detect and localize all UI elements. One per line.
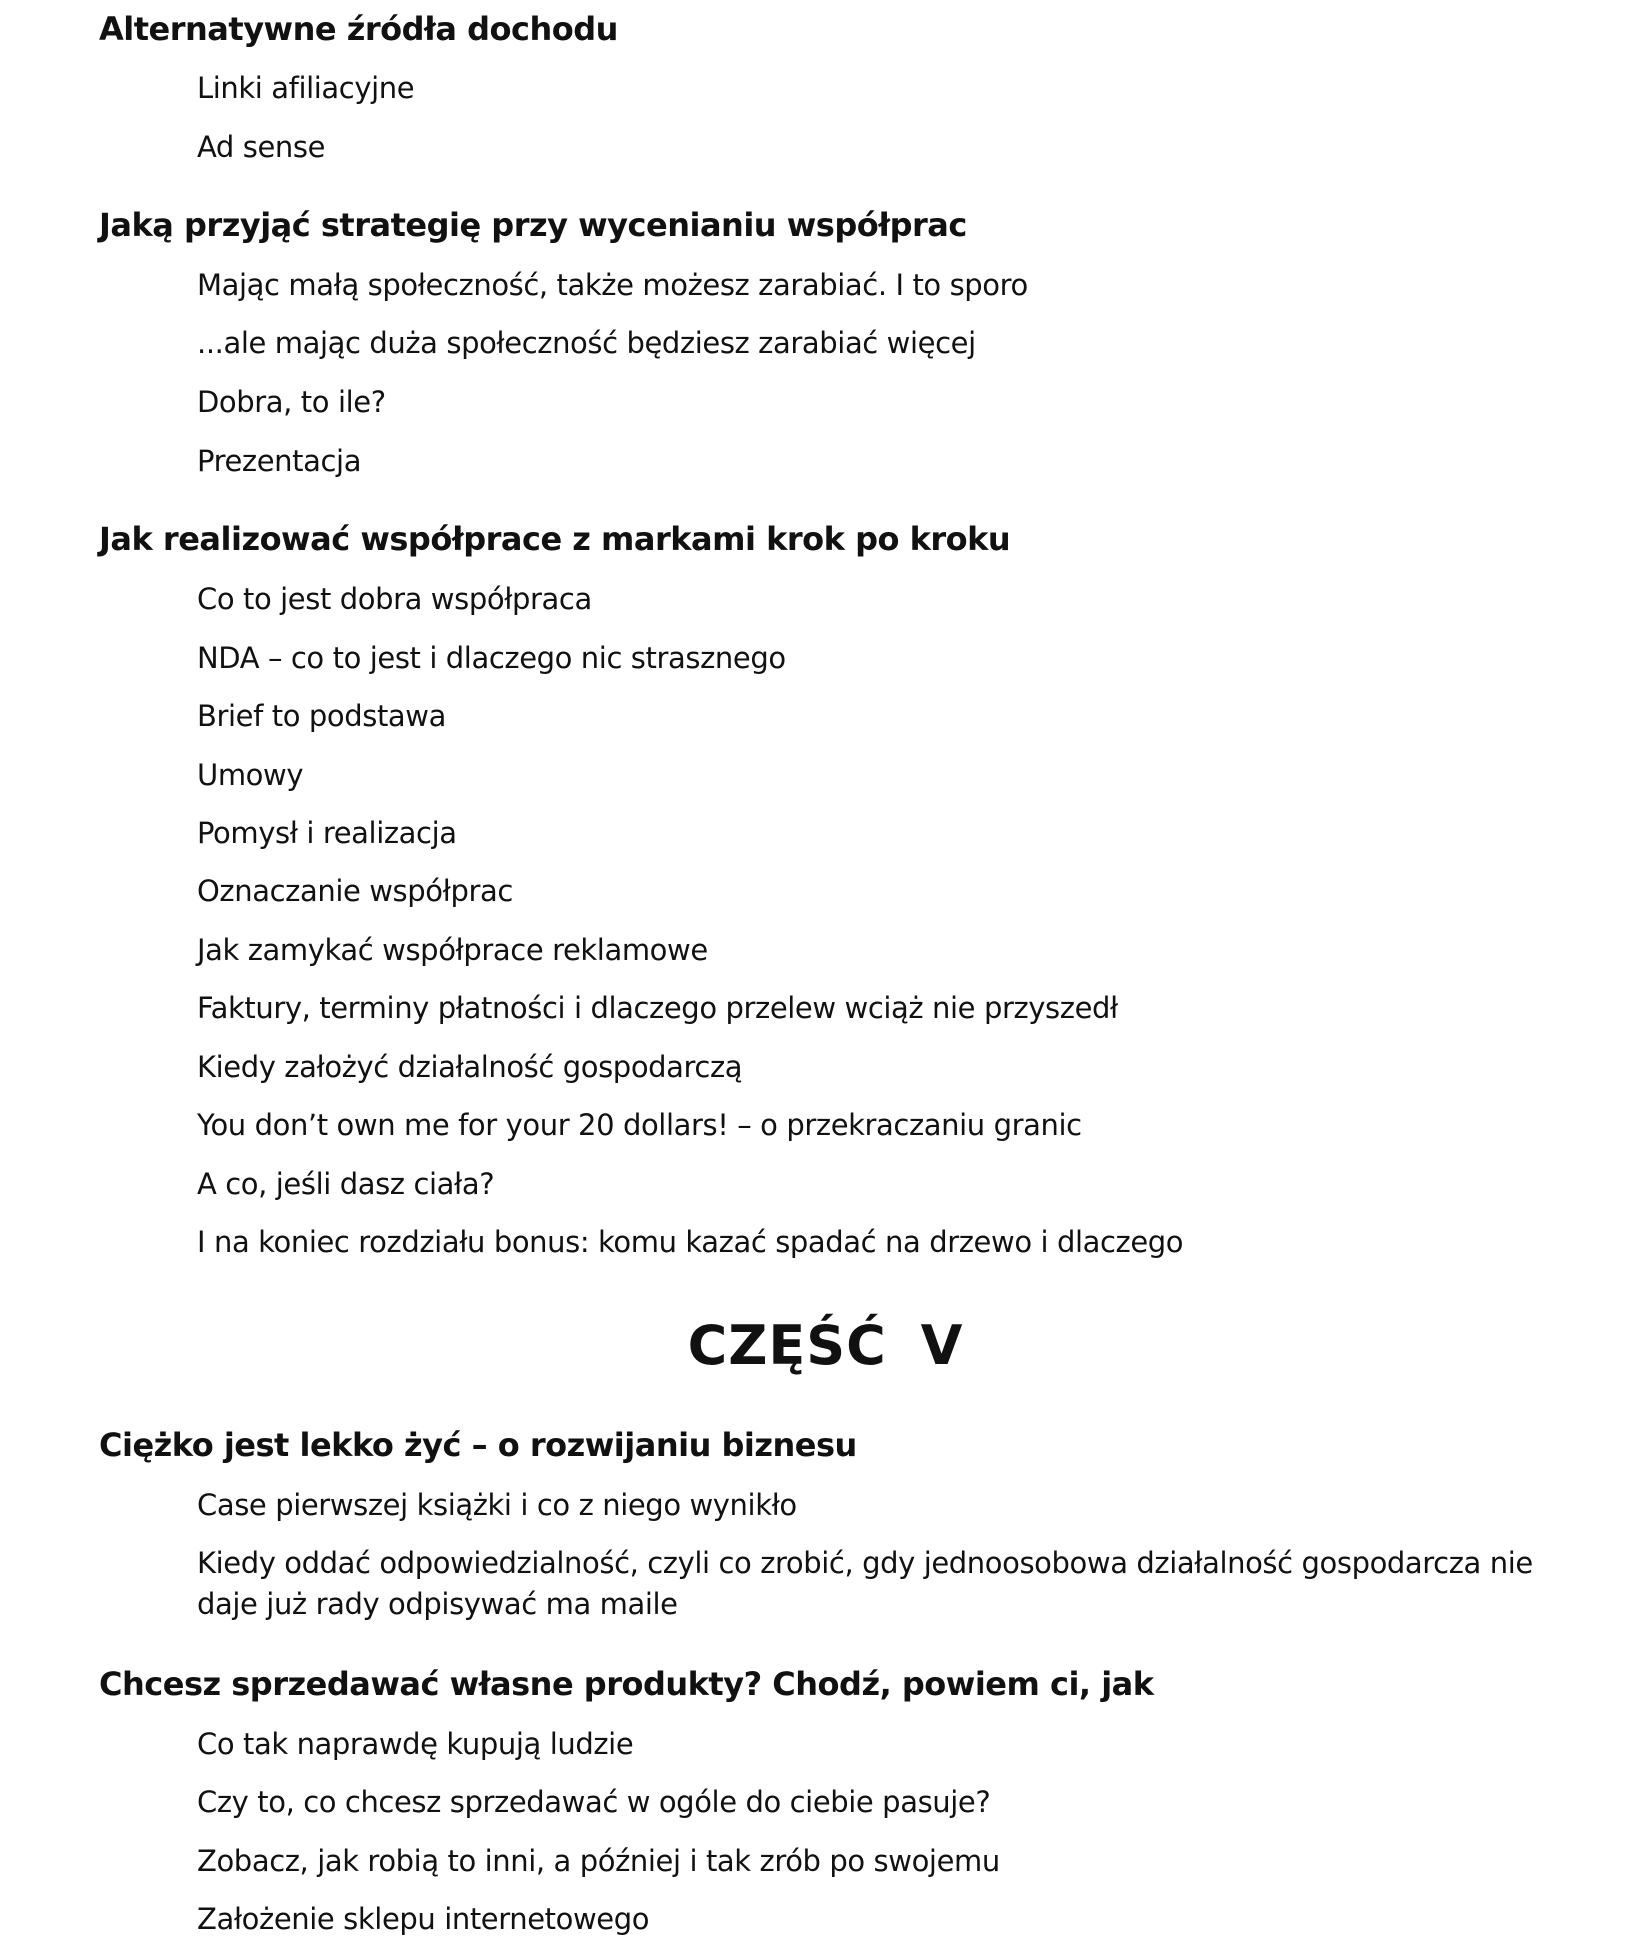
section-heading-business-growth: Ciężko jest lekko żyć – o rozwijaniu biznesu <box>99 1426 857 1464</box>
part-title: CZĘŚĆ V <box>687 1314 964 1377</box>
toc-item: You don’t own me for your 20 dollars! – o przekraczaniu granic <box>197 1108 1082 1142</box>
toc-item: Umowy <box>197 758 304 792</box>
toc-item: Dobra, to ile? <box>197 385 386 419</box>
toc-item: Linki afiliacyjne <box>197 71 415 105</box>
toc-item: ...ale mając duża społeczność będziesz zarabiać więcej <box>197 326 976 360</box>
toc-item: Mając małą społeczność, także możesz zarabiać. I to sporo <box>197 268 1028 302</box>
toc-item: Zobacz, jak robią to inni, a później i tak zrób po swojemu <box>197 1844 1000 1878</box>
toc-item: Ad sense <box>197 130 326 164</box>
section-heading-brand-cooperation: Jak realizować współprace z markami krok po kroku <box>99 520 1011 558</box>
toc-item: Prezentacja <box>197 444 362 478</box>
section-heading-alternative-income: Alternatywne źródła dochodu <box>99 10 618 48</box>
toc-item: Co tak naprawdę kupują ludzie <box>197 1727 634 1761</box>
section-heading-own-products: Chcesz sprzedawać własne produkty? Chodź, powiem ci, jak <box>99 1665 1154 1703</box>
toc-item: NDA – co to jest i dlaczego nic strasznego <box>197 641 786 675</box>
toc-item: Jak zamykać współprace reklamowe <box>197 933 708 967</box>
toc-item: Kiedy oddać odpowiedzialność, czyli co zrobić, gdy jednoosobowa działalność gospodarcza nie daje już rady odpisywać ma maile <box>197 1546 1533 1621</box>
toc-item: Brief to podstawa <box>197 699 446 733</box>
toc-item: Co to jest dobra współpraca <box>197 582 592 616</box>
toc-item: A co, jeśli dasz ciała? <box>197 1167 495 1201</box>
toc-item: Kiedy założyć działalność gospodarczą <box>197 1050 743 1084</box>
toc-item: Pomysł i realizacja <box>197 816 457 850</box>
toc-item: I na koniec rozdziału bonus: komu kazać spadać na drzewo i dlaczego <box>197 1225 1184 1259</box>
toc-item: Oznaczanie współprac <box>197 874 513 908</box>
section-heading-pricing-strategy: Jaką przyjąć strategię przy wycenianiu współprac <box>99 206 967 244</box>
toc-item: Case pierwszej książki i co z niego wynikło <box>197 1488 797 1522</box>
toc-item: Faktury, terminy płatności i dlaczego przelew wciąż nie przyszedł <box>197 991 1118 1025</box>
toc-item: Czy to, co chcesz sprzedawać w ogóle do ciebie pasuje? <box>197 1785 991 1819</box>
toc-item: Założenie sklepu internetowego <box>197 1902 650 1936</box>
